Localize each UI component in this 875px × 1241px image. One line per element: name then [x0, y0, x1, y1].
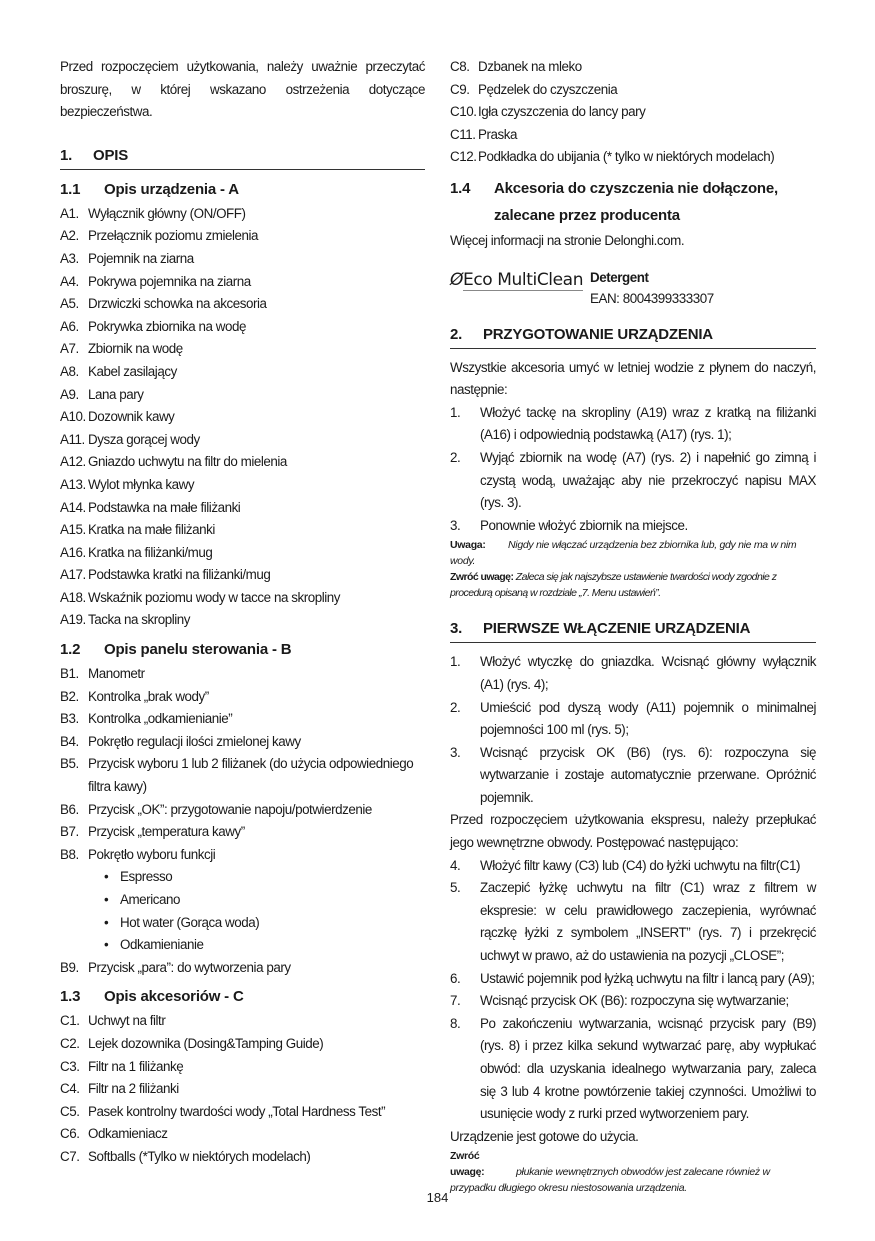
sub-list-item: • Americano [104, 889, 425, 912]
section-1-1-heading: 1.1 Opis urządzenia - A [60, 180, 239, 198]
list-item-text: Filtr na 1 filiżankę [88, 1058, 184, 1074]
accessories-list [60, 1010, 425, 1168]
list-item [450, 124, 816, 147]
list-item [60, 686, 425, 709]
list-item-text: Po zakończeniu wytwarzania, wcisnąć przycisk pary (B9) (rys. 8) i przez kilka sekund wytwarzać parę, aby wypłukać obwód: dla uzyskania idealnego wytwarzania pary, zaleca się 3 lub 4 krotne powtórzenie takiej czynności. Umożliwi to usunięcie wody z rurki przed wytworzeniem pary. [480, 1015, 816, 1122]
list-item [60, 248, 425, 271]
function-knob-options [60, 866, 425, 956]
list-item [450, 968, 816, 991]
list-item [450, 79, 816, 102]
list-item-label: 4. [450, 857, 461, 873]
list-item [450, 990, 816, 1013]
list-item [450, 515, 816, 538]
list-item-label: C10. [450, 104, 477, 120]
list-item-label: C5. [60, 1103, 80, 1119]
list-item-text: Uchwyt na filtr [88, 1013, 166, 1029]
list-item-label: B4. [60, 733, 79, 749]
list-item [60, 1123, 425, 1146]
list-item-text: Włożyć tackę na skropliny (A19) wraz z kratką na filiżanki (A16) i odpowiednią podstawką (A17) (rys. 1); [480, 404, 816, 443]
list-item-label: 3. [450, 517, 461, 533]
list-item-label: C11. [450, 126, 476, 142]
list-item-label: A9. [60, 386, 79, 402]
sub-list-item: • Hot water (Gorąca woda) [104, 912, 425, 935]
list-item-label: A2. [60, 228, 79, 244]
list-item [60, 406, 425, 429]
list-item-text: Kontrolka „brak wody” [88, 688, 209, 704]
list-item-label: B3. [60, 711, 79, 727]
list-item-text: Kontrolka „odkamienianie” [88, 711, 233, 727]
list-item-text: Kratka na małe filiżanki [88, 522, 215, 538]
sub-list-item: • Odkamienianie [104, 934, 425, 957]
control-panel-list [60, 663, 425, 866]
list-item [60, 663, 425, 686]
list-item-label: A11. [60, 431, 85, 447]
list-item [60, 338, 425, 361]
list-item-label: A8. [60, 363, 79, 379]
list-item [450, 447, 816, 515]
list-item-text: Softballs (*Tylko w niektórych modelach) [88, 1148, 311, 1164]
list-item [60, 293, 425, 316]
list-item-label: 2. [450, 449, 461, 465]
left-column [60, 56, 425, 1169]
list-item-text: Podstawka kratki na filiżanki/mug [88, 567, 271, 583]
list-item-text: Podstawka na małe filiżanki [88, 499, 241, 515]
list-item-text: Przycisk „temperatura kawy” [88, 824, 245, 840]
list-item-text: Gniazdo uchwytu na filtr do mielenia [88, 454, 287, 470]
section-2-heading: 2. PRZYGOTOWANIE URZĄDZENIA [450, 323, 816, 349]
list-item-label: C3. [60, 1058, 80, 1074]
list-item [60, 203, 425, 226]
list-item-label: A10. [60, 409, 86, 425]
list-item-label: B2. [60, 688, 79, 704]
list-item-text: Lana pary [88, 386, 144, 402]
section-1-4-heading: 1.4 Akcesoria do czyszczenia nie dołączone, zalecane przez producenta [450, 179, 778, 224]
list-item [60, 731, 425, 754]
list-item [60, 609, 425, 632]
sub-list-item: • Espresso [104, 866, 425, 889]
device-parts-list [60, 203, 425, 632]
list-item: B9. Przycisk „para”: do wytworzenia pary [60, 959, 291, 975]
list-item-text: Wcisnąć przycisk OK (B6): rozpoczyna się wytwarzanie; [480, 993, 789, 1009]
list-item-label: C1. [60, 1013, 80, 1029]
list-item-text: Kratka na filiżanki/mug [88, 544, 213, 560]
list-item [60, 1033, 425, 1056]
list-item-text: Manometr [88, 666, 145, 682]
list-item [60, 451, 425, 474]
intro-paragraph: Przed rozpoczęciem użytkowania, należy uważnie przeczytać broszurę, w której wskazano ostrzeżenia dotyczące bezpieczeństwa. [60, 59, 425, 120]
list-item-label: A16. [60, 544, 86, 560]
list-item-text: Włożyć filtr kawy (C3) lub (C4) do łyżki uchwytu na filtr(C1) [480, 857, 801, 873]
list-item-text: Praska [478, 126, 517, 142]
list-item-label: 8. [450, 1015, 461, 1031]
list-item-text: Igła czyszczenia do lancy pary [478, 104, 646, 120]
section-1-2-heading: 1.2 Opis panelu sterowania - B [60, 641, 292, 659]
list-item [60, 225, 425, 248]
list-item [60, 519, 425, 542]
list-item-label: 5. [450, 880, 461, 896]
list-item [60, 474, 425, 497]
note-hardness: Zwróć uwagę: Zaleca się jak najszybsze ustawienie twardości wody zgodnie z procedurą opisaną w rozdziale „7. Menu ustawień”. [450, 571, 777, 600]
list-item-text: Pokrywa pojemnika na ziarna [88, 273, 251, 289]
list-item-text: Wskaźnik poziomu wody w tacce na skropliny [88, 589, 340, 605]
control-panel-list-b9 [60, 957, 425, 980]
list-item-text: Pokrętło regulacji ilości zmielonej kawy [88, 733, 301, 749]
detergent-label: Detergent [590, 269, 649, 285]
list-item-text: Lejek dozownika (Dosing&Tamping Guide) [88, 1035, 324, 1051]
list-item [450, 697, 816, 742]
list-item-label: 2. [450, 699, 461, 715]
list-item-text: Pokrętło wyboru funkcji [88, 846, 216, 862]
list-item-label: B5. [60, 756, 79, 772]
list-item-text: Umieścić pod dyszą wody (A11) pojemnik o minimalnej pojemności 100 ml (rys. 5); [480, 699, 816, 738]
list-item-text: Zaczepić łyżkę uchwytu na filtr (C1) wraz z filtrem w ekspresie: w celu prawidłowego zaczepienia, wyrównać rączkę łyżki z symbolem „INSERT” (rys. 7) i przekręcić uchwyt w prawo, aż do ustawienia na pozycji „CLOSE”; [480, 880, 816, 964]
list-item [60, 316, 425, 339]
list-item-label: A19. [60, 612, 86, 628]
list-item-label: C12. [450, 149, 477, 165]
list-item-label: B1. [60, 666, 79, 682]
list-item-label: A6. [60, 318, 79, 334]
list-item-text: Kabel zasilający [88, 363, 177, 379]
list-item [60, 1010, 425, 1033]
list-item-text: Przełącznik poziomu zmielenia [88, 228, 259, 244]
list-item-text: Podkładka do ubijania (* tylko w niektórych modelach) [478, 149, 775, 165]
list-item [60, 429, 425, 452]
list-item-text: Odkamieniacz [88, 1126, 168, 1142]
section-1-4-text: Więcej informacji na stronie Delonghi.com. [450, 232, 685, 248]
list-item-text: Pasek kontrolny twardości wody „Total Hardness Test” [88, 1103, 386, 1119]
ready-text: Urządzenie jest gotowe do użycia. [450, 1128, 639, 1144]
list-item-text: Włożyć wtyczkę do gniazdka. Wcisnąć główny wyłącznik (A1) (rys. 4); [480, 654, 816, 692]
list-item-label: 3. [450, 744, 461, 760]
list-item-text: Pojemnik na ziarna [88, 250, 194, 266]
list-item [450, 146, 816, 169]
list-item-text: Wylot młynka kawy [88, 476, 195, 492]
list-item-label: C8. [450, 59, 470, 74]
section-2-intro: Wszystkie akcesoria umyć w letniej wodzie z płynem do naczyń, następnie: [450, 359, 816, 398]
list-item-text: Dozownik kawy [88, 409, 175, 425]
list-item-text: Pędzelek do czyszczenia [478, 81, 618, 97]
note-warning: Uwaga: Nigdy nie włączać urządzenia bez zbiornika lub, gdy nie ma w nim wody. [450, 539, 797, 568]
list-item-label: A3. [60, 250, 79, 266]
list-item-label: 1. [450, 654, 461, 670]
list-item [60, 1056, 425, 1079]
list-item [450, 742, 816, 810]
list-item [60, 497, 425, 520]
list-item-label: A15. [60, 522, 86, 538]
detergent-block [450, 267, 816, 309]
list-item-label: C4. [60, 1081, 80, 1097]
list-item [450, 101, 816, 124]
list-item-label: 6. [450, 970, 461, 986]
right-column [450, 56, 816, 1196]
list-item-text: Filtr na 2 filiżanki [88, 1081, 179, 1097]
list-item [450, 402, 816, 447]
eco-multiclean-logo: ØEco MultiClean [450, 269, 584, 290]
list-item-label: A17. [60, 567, 86, 583]
preparation-steps [450, 402, 816, 538]
list-item [60, 753, 425, 798]
list-item-label: A14. [60, 499, 86, 515]
list-item-text: Dysza gorącej wody [88, 431, 200, 447]
list-item-label: B8. [60, 846, 79, 862]
note-rinse: Zwróć uwagę: płukanie wewnętrznych obwodów jest zalecane również w przypadku długiego okresu niestosowania urządzenia. [450, 1150, 770, 1195]
list-item-text: Tacka na skropliny [88, 612, 191, 628]
list-item-text: Dzbanek na mleko [478, 59, 582, 74]
list-item [60, 708, 425, 731]
list-item-label: A7. [60, 341, 79, 357]
list-item [450, 877, 816, 967]
section-3-mid: Przed rozpoczęciem użytkowania ekspresu, należy przepłukać jego wewnętrzne obwody. Postępować następująco: [450, 812, 816, 851]
list-item-text: Przycisk wyboru 1 lub 2 filiżanek (do użycia odpowiedniego filtra kawy) [88, 756, 414, 795]
list-item-text: Wyjąć zbiornik na wodę (A7) (rys. 2) i napełnić go zimną i czystą wodą, uważając aby nie przekroczyć napisu MAX (rys. 3). [480, 449, 816, 511]
list-item [60, 1101, 425, 1124]
list-item-text: Ustawić pojemnik pod łyżką uchwytu na filtr i lancą pary (A9); [480, 970, 815, 986]
accessories-list-continued [450, 56, 816, 169]
section-1-3-heading: 1.3 Opis akcesoriów - C [60, 988, 244, 1006]
list-item [60, 587, 425, 610]
list-item [60, 542, 425, 565]
list-item-text: Drzwiczki schowka na akcesoria [88, 296, 267, 312]
list-item [60, 361, 425, 384]
first-start-steps [450, 651, 816, 809]
list-item [450, 855, 816, 878]
list-item [450, 1013, 816, 1126]
list-item-label: A1. [60, 205, 79, 221]
list-item-text: Wyłącznik główny (ON/OFF) [88, 205, 246, 221]
list-item-label: B7. [60, 824, 79, 840]
list-item-label: C9. [450, 81, 470, 97]
list-item-label: C2. [60, 1035, 80, 1051]
list-item [60, 564, 425, 587]
list-item-text: Zbiornik na wodę [88, 341, 183, 357]
list-item-text: Przycisk „OK”: przygotowanie napoju/potwierdzenie [88, 801, 372, 817]
list-item-label: A13. [60, 476, 86, 492]
list-item-label: A4. [60, 273, 79, 289]
section-1-heading: 1. OPIS [60, 144, 425, 170]
list-item [60, 821, 425, 844]
list-item-label: 7. [450, 993, 461, 1009]
list-item-label: B6. [60, 801, 79, 817]
list-item [60, 384, 425, 407]
list-item-label: A12. [60, 454, 86, 470]
list-item-label: A18. [60, 589, 86, 605]
list-item-label: C7. [60, 1148, 80, 1164]
list-item-text: Wcisnąć przycisk OK (B6) (rys. 6): rozpoczyna się wytwarzanie i zostaje automatycznie przerwane. Opróżnić pojemnik. [480, 744, 816, 805]
list-item [60, 799, 425, 822]
list-item [450, 56, 816, 79]
section-3-heading: 3. PIERWSZE WŁĄCZENIE URZĄDZENIA [450, 617, 816, 643]
list-item-text: Ponownie włożyć zbiornik na miejsce. [480, 517, 688, 533]
list-item [60, 271, 425, 294]
list-item-label: C6. [60, 1126, 80, 1142]
list-item [60, 1078, 425, 1101]
rinse-steps [450, 855, 816, 1126]
leaf-icon: Ø [450, 269, 463, 290]
list-item [450, 651, 816, 696]
list-item [60, 844, 425, 867]
list-item [60, 1146, 425, 1169]
list-item-label: A5. [60, 296, 79, 312]
ean-code: EAN: 8004399333307 [590, 290, 714, 306]
list-item-text: Pokrywka zbiornika na wodę [88, 318, 246, 334]
list-item-label: 1. [450, 404, 461, 420]
page-number: 184 [426, 1190, 449, 1205]
